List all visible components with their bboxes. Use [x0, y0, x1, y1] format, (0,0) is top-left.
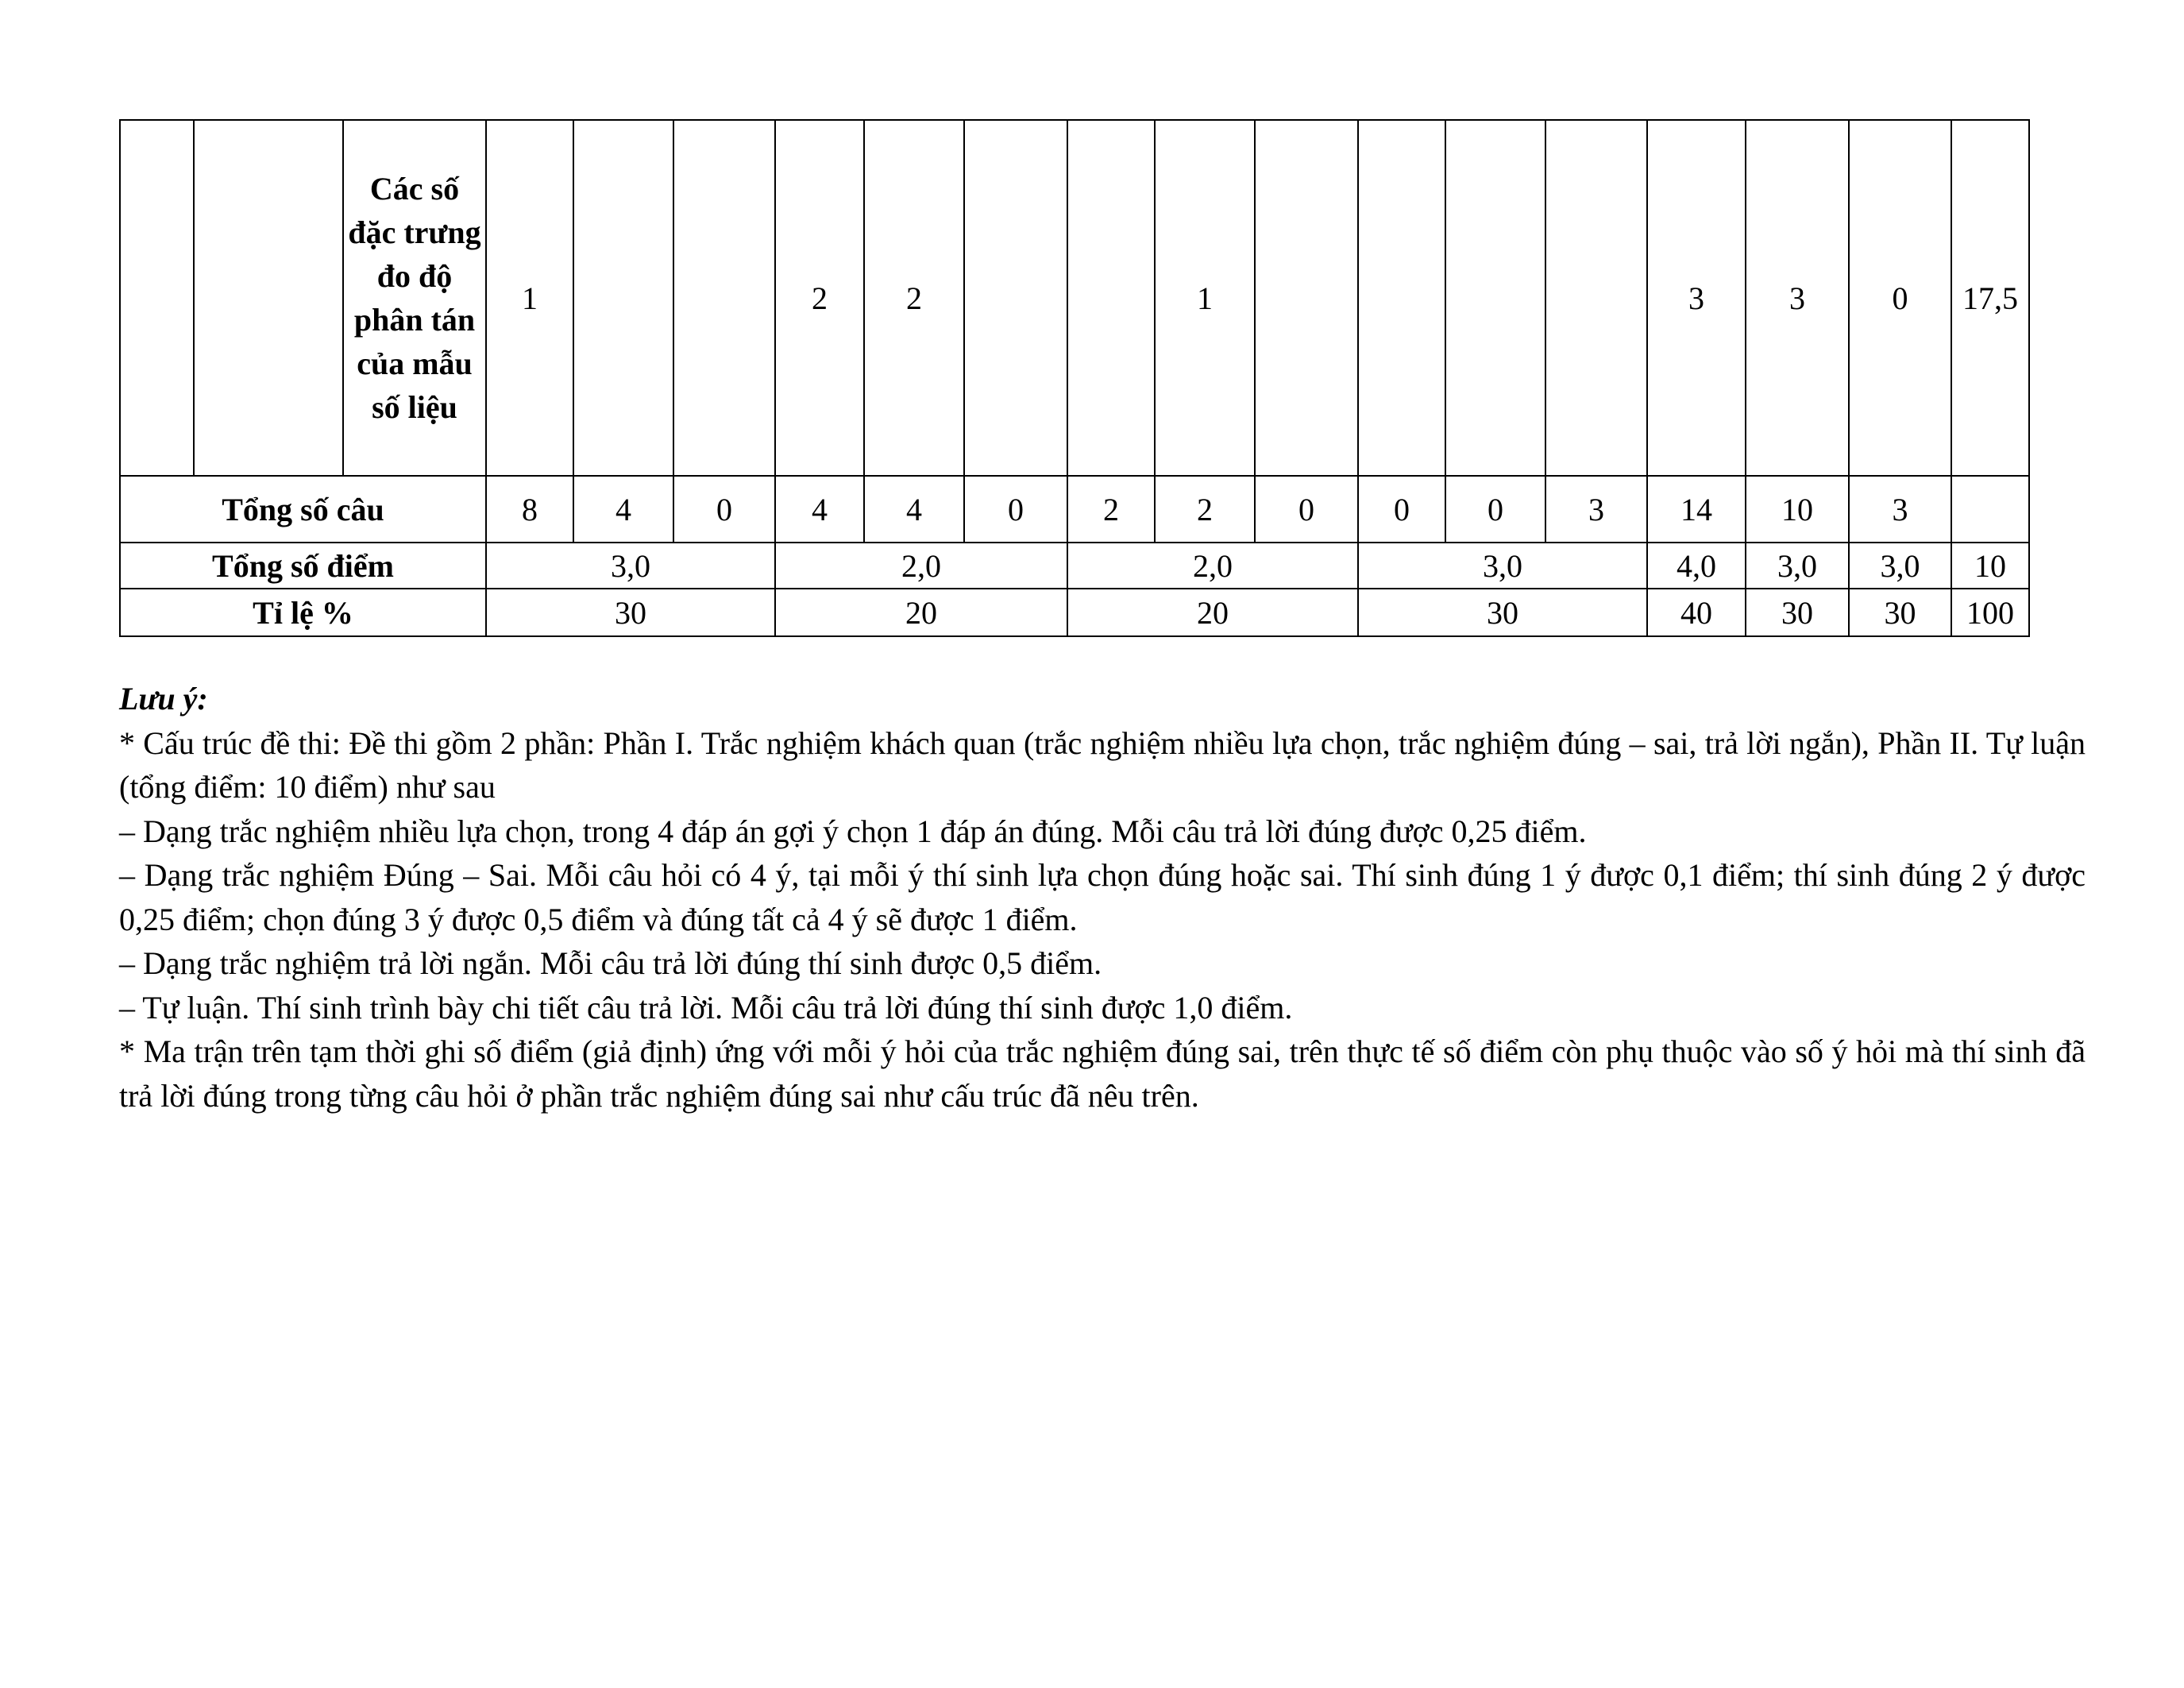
lesson-row — [120, 120, 2029, 476]
group-cell: 30 — [486, 589, 775, 636]
cell: 2 — [864, 120, 964, 476]
notes-title: Lưu ý: — [119, 681, 208, 717]
cell: 3 — [1849, 476, 1951, 543]
total-questions-row — [120, 476, 2029, 543]
exam-matrix-table — [119, 119, 2030, 637]
group-cell: 2,0 — [1067, 543, 1358, 589]
cell: 10 — [1746, 476, 1849, 543]
note-line: * Ma trận trên tạm thời ghi số điểm (giả định) ứng với mỗi ý hỏi của trắc nghiệm đúng sai, trên thực tế số điểm còn phụ thuộc vào số ý hỏi mà thí sinh đã trả lời đúng trong từng câu hỏi ở phần trắc nghiệm đúng sai như cấu trúc đã nêu trên. — [119, 1033, 2086, 1114]
topic-cell — [194, 120, 343, 476]
lesson-name-cell: Các số đặc trưng đo độ phân tán của mẫu số liệu — [343, 120, 486, 476]
cell: 0 — [1445, 476, 1545, 543]
cell: 4 — [775, 476, 864, 543]
total-points-label: Tổng số điểm — [120, 543, 486, 589]
total-questions-label: Tổng số câu — [120, 476, 486, 543]
cell: 4,0 — [1647, 543, 1746, 589]
cell: 14 — [1647, 476, 1746, 543]
cell: 3 — [1746, 120, 1849, 476]
cell: 4 — [573, 476, 673, 543]
cell — [964, 120, 1067, 476]
cell: 0 — [964, 476, 1067, 543]
cell: 3 — [1545, 476, 1647, 543]
cell: 17,5 — [1951, 120, 2029, 476]
notes-section — [119, 677, 2086, 1118]
cell — [1445, 120, 1545, 476]
note-line: – Dạng trắc nghiệm nhiều lựa chọn, trong 4 đáp án gợi ý chọn 1 đáp án đúng. Mỗi câu trả lời đúng được 0,25 điểm. — [119, 813, 1587, 849]
cell: 1 — [486, 120, 573, 476]
cell — [1067, 120, 1155, 476]
note-line: * Cấu trúc đề thi: Đề thi gồm 2 phần: Phần I. Trắc nghiệm khách quan (trắc nghiệm nhiều lựa chọn, trắc nghiệm đúng – sai, trả lời ngắn), Phần II. Tự luận (tổng điểm: 10 điểm) như sau — [119, 724, 2086, 805]
cell: 1 — [1155, 120, 1255, 476]
cell: 2 — [1155, 476, 1255, 543]
cell: 0 — [673, 476, 775, 543]
group-cell: 20 — [1067, 589, 1358, 636]
cell — [1545, 120, 1647, 476]
cell: 0 — [1358, 476, 1445, 543]
note-line: – Dạng trắc nghiệm trả lời ngắn. Mỗi câu trả lời đúng thí sinh được 0,5 điểm. — [119, 945, 1102, 981]
cell: 30 — [1849, 589, 1951, 636]
group-cell: 30 — [1358, 589, 1647, 636]
cell — [573, 120, 673, 476]
cell: 0 — [1849, 120, 1951, 476]
cell — [1951, 476, 2029, 543]
cell: 40 — [1647, 589, 1746, 636]
cell: 0 — [1255, 476, 1358, 543]
cell: 3 — [1647, 120, 1746, 476]
percent-label: Tỉ lệ % — [120, 589, 486, 636]
group-cell: 20 — [775, 589, 1067, 636]
note-line: – Tự luận. Thí sinh trình bày chi tiết câu trả lời. Mỗi câu trả lời đúng thí sinh được 1,0 điểm. — [119, 989, 1293, 1026]
cell: 30 — [1746, 589, 1849, 636]
percent-row — [120, 589, 2029, 636]
cell: 3,0 — [1746, 543, 1849, 589]
cell: 2 — [1067, 476, 1155, 543]
topic-number-cell — [120, 120, 194, 476]
group-cell: 3,0 — [486, 543, 775, 589]
cell — [673, 120, 775, 476]
note-line: – Dạng trắc nghiệm Đúng – Sai. Mỗi câu hỏi có 4 ý, tại mỗi ý thí sinh lựa chọn đúng hoặc sai. Thí sinh đúng 1 ý được 0,1 điểm; thí sinh đúng 2 ý được 0,25 điểm; chọn đúng 3 ý được 0,5 điểm và đúng tất cả 4 ý sẽ được 1 điểm. — [119, 857, 2086, 937]
group-cell: 2,0 — [775, 543, 1067, 589]
cell: 3,0 — [1849, 543, 1951, 589]
cell: 100 — [1951, 589, 2029, 636]
group-cell: 3,0 — [1358, 543, 1647, 589]
cell — [1358, 120, 1445, 476]
cell: 4 — [864, 476, 964, 543]
cell: 2 — [775, 120, 864, 476]
cell: 10 — [1951, 543, 2029, 589]
total-points-row — [120, 543, 2029, 589]
cell: 8 — [486, 476, 573, 543]
cell — [1255, 120, 1358, 476]
